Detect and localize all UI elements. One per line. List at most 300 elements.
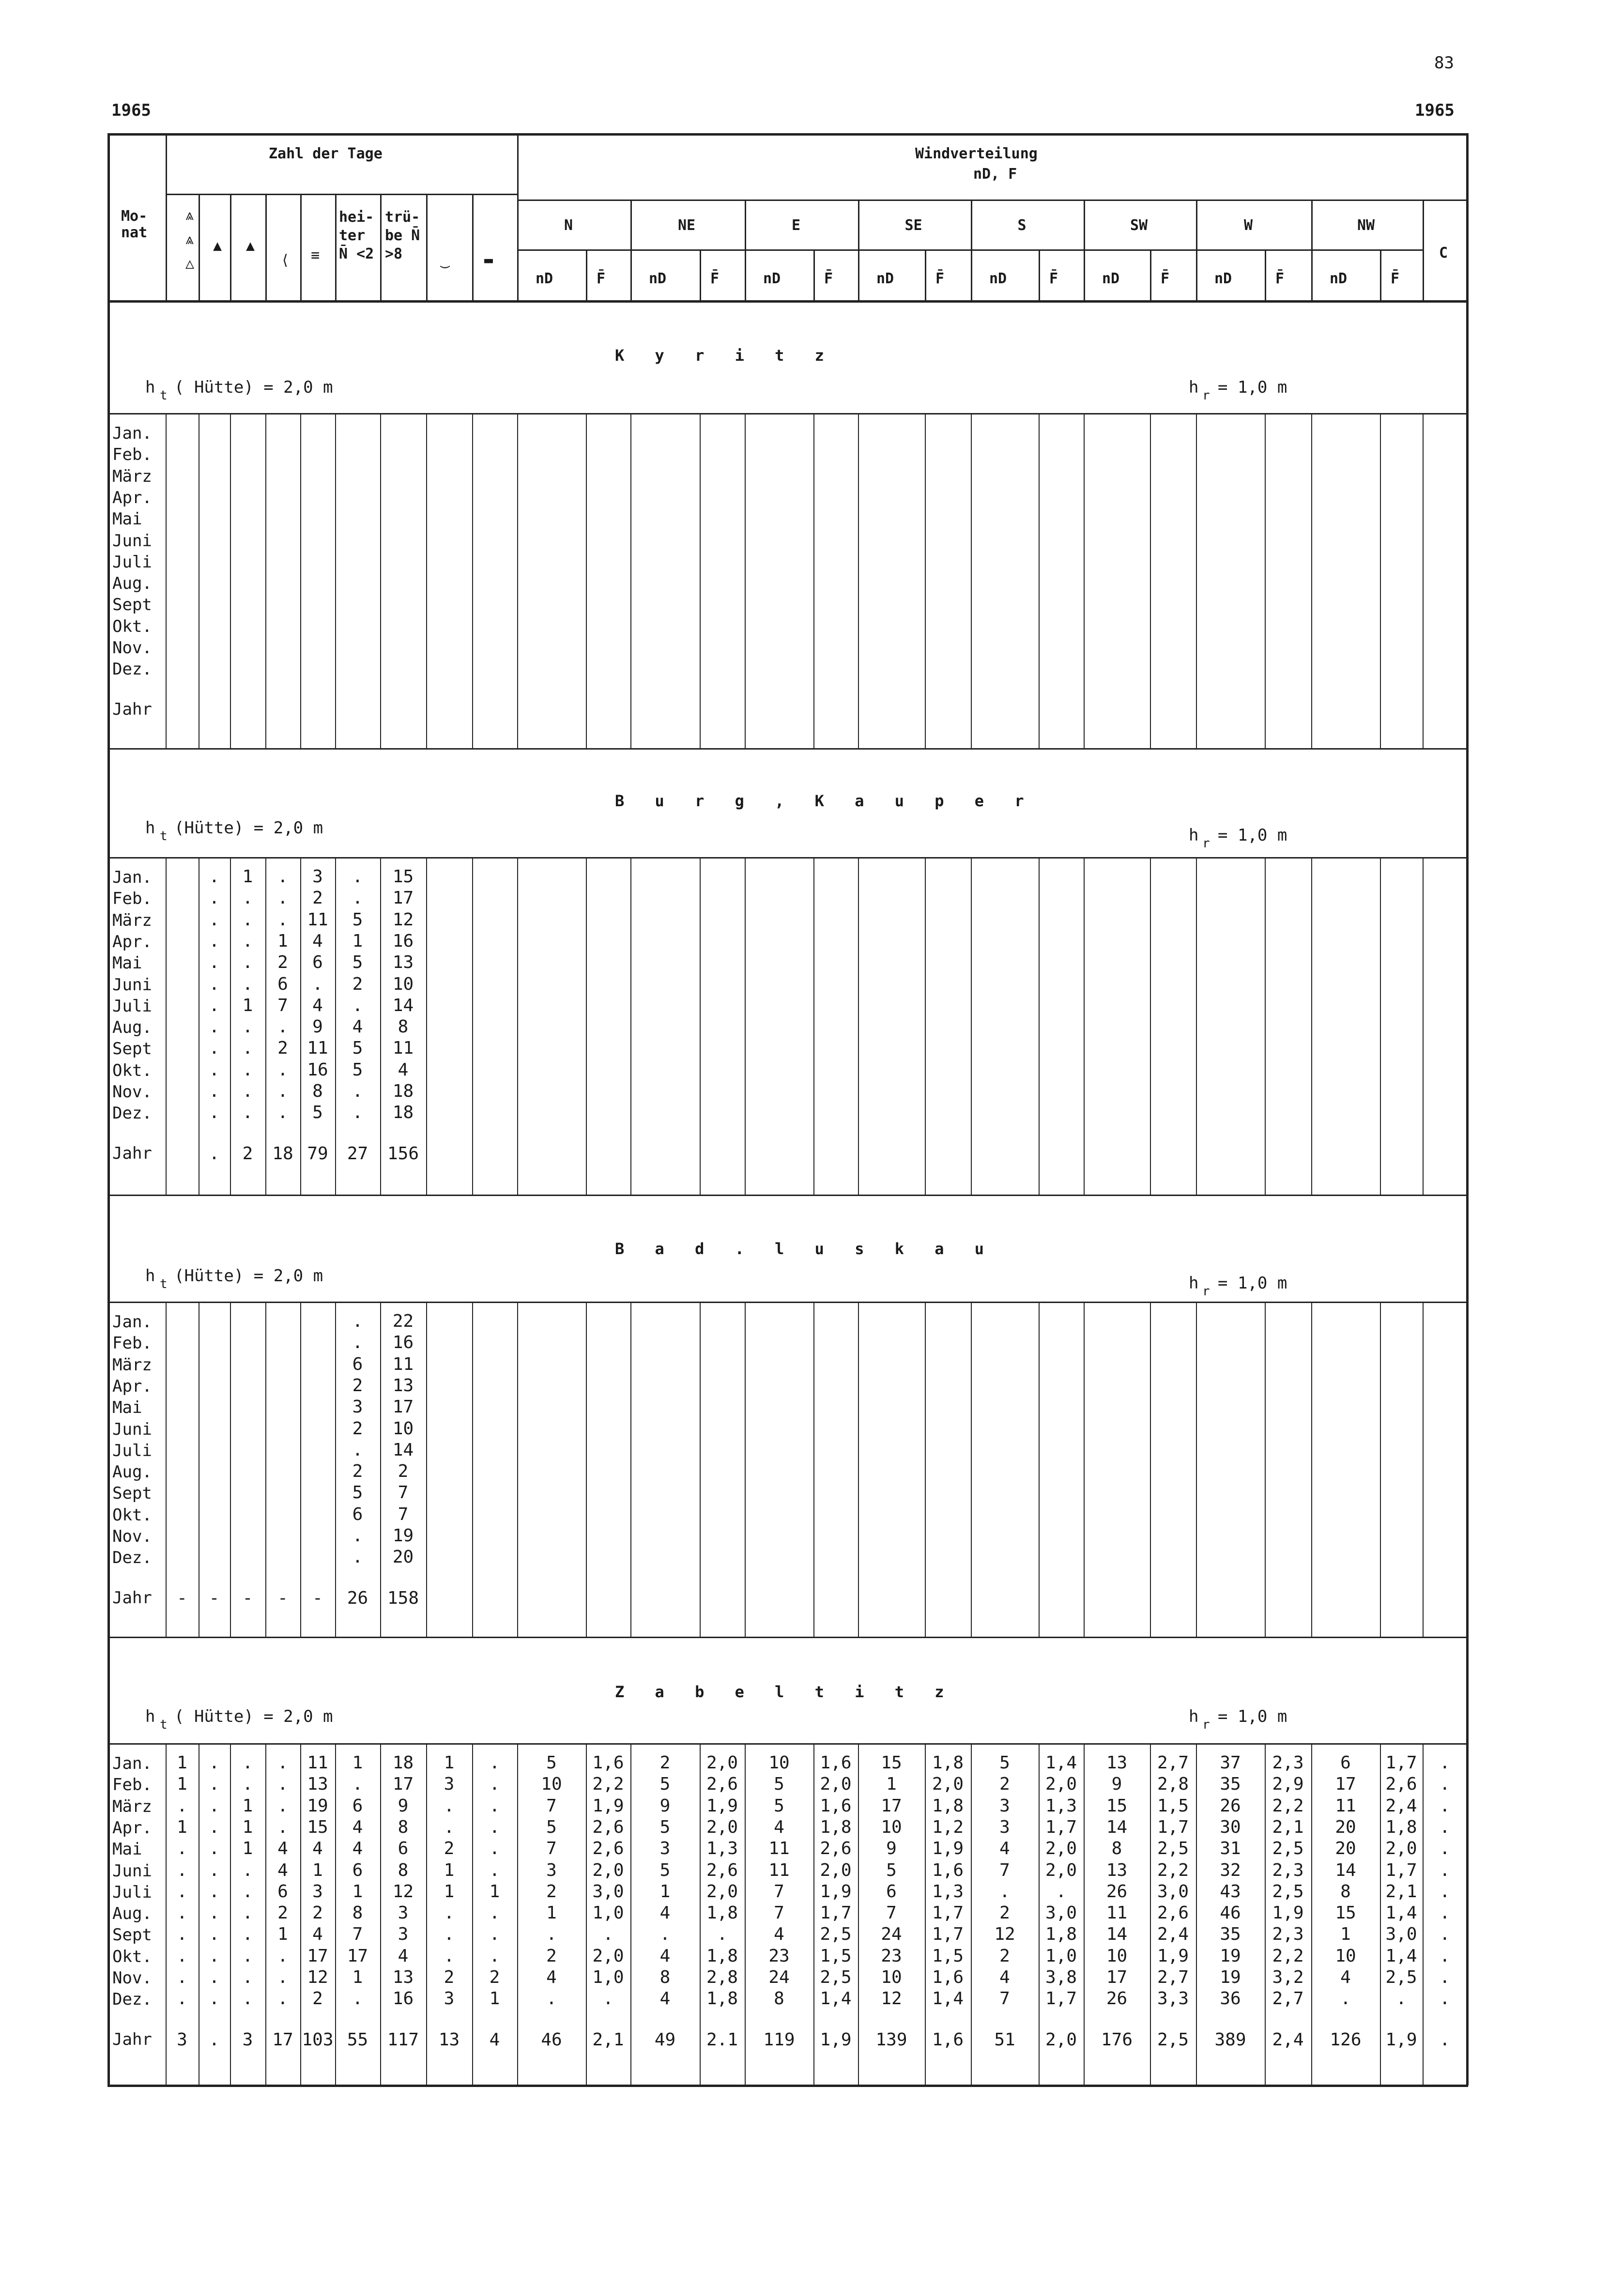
station-title: B a d . l u s k a u	[615, 1240, 995, 1258]
station-col-rule	[1265, 1302, 1266, 1637]
month-label: März	[112, 466, 152, 486]
table-cell: 19	[1220, 1967, 1241, 1987]
station-col-rule	[971, 1302, 972, 1637]
table-cell: 1,8	[932, 1795, 964, 1816]
station-col-rule	[472, 857, 473, 1195]
station-col-rule	[858, 413, 859, 748]
table-cell: 12	[392, 1881, 414, 1902]
table-cell: 8	[312, 1081, 323, 1101]
header-col-rule	[380, 194, 382, 300]
table-cell: 17	[392, 1397, 414, 1417]
table-cell: 2,1	[1385, 1881, 1417, 1902]
station-hr-label: = 1,0 m	[1218, 1274, 1287, 1293]
table-cell: .	[242, 974, 253, 994]
table-cell: 1	[444, 1860, 455, 1880]
header-col-rule	[230, 194, 231, 300]
station-col-rule	[1380, 1302, 1381, 1637]
table-cell: 1,5	[932, 1946, 964, 1966]
table-cell: 2	[277, 1038, 288, 1059]
table-cell: .	[489, 1860, 500, 1880]
table-cell: .	[242, 1881, 253, 1902]
month-label: Okt.	[112, 1505, 152, 1525]
table-cell: 4	[277, 1839, 288, 1859]
table-cell: 4	[1340, 1967, 1351, 1987]
table-cell: 2,7	[1157, 1753, 1189, 1773]
table-cell: .	[209, 1946, 220, 1966]
table-cell: 43	[1220, 1881, 1241, 1902]
table-cell: 26	[1106, 1989, 1128, 2009]
table-cell: 37	[1220, 1753, 1241, 1773]
table-cell: -	[312, 1588, 323, 1608]
table-cell: .	[209, 1860, 220, 1880]
table-cell: .	[242, 1753, 253, 1773]
month-label: Feb.	[112, 445, 152, 465]
table-cell: 1,6	[820, 1753, 852, 1773]
table-cell: .	[242, 1860, 253, 1880]
table-cell: 1,8	[706, 1989, 738, 2009]
table-cell: 4	[312, 1839, 323, 1859]
table-cell: 2,4	[1157, 1924, 1189, 1945]
station-col-rule	[517, 1302, 518, 1637]
table-cell: .	[489, 1946, 500, 1966]
table-cell: 2,0	[592, 1860, 624, 1880]
table-cell: 46	[541, 2029, 562, 2050]
station-ht-label: ( Hütte) = 2,0 m	[174, 1707, 333, 1726]
table-cell: 5	[546, 1753, 557, 1773]
table-cell: 5	[774, 1795, 784, 1816]
month-label: Mai	[112, 1398, 142, 1418]
table-cell: .	[352, 1440, 363, 1460]
month-label: Feb.	[112, 1775, 152, 1795]
direction-header-e: E	[792, 217, 801, 234]
table-cell: 11	[307, 1753, 328, 1773]
table-cell: .	[242, 1059, 253, 1080]
station-col-rule	[745, 413, 746, 748]
frost-symbol-header: ▬	[484, 252, 493, 269]
table-cell: 2,2	[1272, 1795, 1304, 1816]
station-col-rule	[925, 857, 926, 1195]
table-cell: 1,9	[1157, 1946, 1189, 1966]
year-label: Jahr	[112, 2029, 152, 2049]
table-cell: 18	[392, 1103, 414, 1123]
table-cell: 2	[999, 1903, 1010, 1923]
table-cell: .	[1440, 1753, 1450, 1773]
table-cell: 13	[438, 2029, 460, 2050]
table-cell: 49	[654, 2029, 676, 2050]
table-cell: 11	[307, 1038, 328, 1059]
table-cell: 1,8	[932, 1753, 964, 1773]
table-cell: 3,3	[1157, 1989, 1189, 2009]
table-cell: .	[209, 1881, 220, 1902]
table-cell: 1,8	[820, 1817, 852, 1837]
table-cell: 8	[398, 1860, 409, 1880]
table-cell: 11	[1106, 1903, 1128, 1923]
table-cell: 1,9	[820, 1881, 852, 1902]
table-cell: .	[177, 1795, 187, 1816]
month-label: Feb.	[112, 1334, 152, 1353]
table-cell: .	[209, 1059, 220, 1080]
table-cell: .	[277, 1817, 288, 1837]
table-cell: .	[1440, 1967, 1450, 1987]
month-label: Apr.	[112, 488, 152, 507]
table-cell: 2	[312, 888, 323, 908]
table-cell: -	[242, 1588, 253, 1608]
table-cell: .	[277, 1059, 288, 1080]
table-cell: 1,7	[1385, 1753, 1417, 1773]
table-cell: 1,6	[592, 1753, 624, 1773]
station-col-rule	[1039, 857, 1040, 1195]
table-cell: .	[209, 1038, 220, 1059]
table-cell: 10	[881, 1967, 902, 1987]
month-label: Mai	[112, 509, 142, 529]
station-col-rule	[1084, 413, 1085, 748]
table-cell: .	[242, 1967, 253, 1987]
table-cell: 2	[398, 1461, 409, 1482]
table-cell: 10	[1335, 1946, 1356, 1966]
table-cell: 1	[177, 1774, 187, 1795]
direction-group-rule	[1311, 199, 1313, 300]
station-col-rule	[300, 1302, 301, 1637]
table-cell: 15	[881, 1753, 902, 1773]
table-cell: 3,0	[1157, 1881, 1189, 1902]
header-zahl-left-rule	[166, 133, 167, 194]
table-cell: 4	[312, 995, 323, 1015]
station-ht-subscript: t	[160, 388, 168, 403]
direction-group-rule	[1423, 199, 1424, 300]
table-cell: 1	[489, 1881, 500, 1902]
direction-sub-rule	[1265, 249, 1266, 300]
station-col-rule	[630, 857, 631, 1195]
station-col-rule	[517, 857, 518, 1195]
month-label: Aug.	[112, 574, 152, 594]
table-cell: .	[444, 1817, 455, 1837]
direction-nd-header: nD	[989, 270, 1007, 287]
station-col-rule	[1311, 1302, 1312, 1637]
header-col-rule	[426, 194, 428, 300]
station-title: Z a b e l t i t z	[615, 1683, 955, 1701]
station-col-rule	[1196, 1302, 1197, 1637]
table-cell: 6	[352, 1860, 363, 1880]
table-cell: 35	[1220, 1774, 1241, 1795]
table-cell: .	[1440, 1946, 1450, 1966]
table-cell: 5	[312, 1103, 323, 1123]
station-hr-label: = 1,0 m	[1218, 378, 1287, 397]
table-cell: 5	[886, 1860, 897, 1880]
table-cell: .	[1056, 1881, 1067, 1902]
table-cell: 1,2	[932, 1817, 964, 1837]
table-cell: 2	[277, 952, 288, 973]
table-cell: .	[177, 1967, 187, 1987]
table-cell: 2	[312, 1903, 323, 1923]
table-cell: .	[352, 888, 363, 908]
table-cell: .	[277, 909, 288, 930]
table-cell: 4	[659, 1989, 671, 2009]
table-cell: .	[209, 867, 220, 887]
table-cell: .	[242, 952, 253, 973]
table-cell: 7	[546, 1839, 557, 1859]
table-cell: 2,1	[1272, 1817, 1304, 1837]
table-cell: 4	[999, 1839, 1010, 1859]
table-cell: 1,4	[1045, 1753, 1077, 1773]
table-cell: 1	[352, 1881, 363, 1902]
table-cell: .	[277, 1774, 288, 1795]
table-cell: 6	[312, 952, 323, 973]
station-col-rule	[813, 1302, 814, 1637]
direction-sub-rule	[1039, 249, 1040, 300]
table-cell: 1,6	[932, 1860, 964, 1880]
table-cell: 17	[347, 1946, 368, 1966]
year-label: Jahr	[112, 1588, 152, 1608]
month-label: Apr.	[112, 1376, 152, 1396]
table-cell: 1,0	[592, 1903, 624, 1923]
station-table-bottom-rule	[107, 1195, 1468, 1196]
table-cell: 1	[352, 1753, 363, 1773]
table-cell: 7	[999, 1989, 1010, 2009]
table-cell: 2,9	[1272, 1774, 1304, 1795]
table-cell: .	[177, 1860, 187, 1880]
table-cell: .	[209, 1903, 220, 1923]
direction-sub-rule	[1150, 249, 1151, 300]
station-hr-subscript: r	[1202, 1284, 1210, 1299]
table-cell: 4	[546, 1967, 557, 1987]
table-cell: 1	[277, 1924, 288, 1945]
table-cell: 10	[881, 1817, 902, 1837]
station-col-rule	[1084, 1302, 1085, 1637]
table-cell: 2,6	[706, 1860, 738, 1880]
station-col-rule	[586, 413, 587, 748]
table-cell: .	[444, 1795, 455, 1816]
table-cell: .	[177, 1903, 187, 1923]
table-cell: .	[1440, 1839, 1450, 1859]
direction-nd-header: nD	[649, 270, 667, 287]
month-label: Feb.	[112, 889, 152, 909]
dew-symbol-header: ‿	[441, 252, 450, 269]
table-cell: 79	[307, 1143, 328, 1164]
month-label: Mai	[112, 953, 142, 973]
station-table-top-rule	[107, 413, 1468, 414]
header-col-rule	[300, 194, 302, 300]
table-cell: 1,3	[706, 1839, 738, 1859]
station-hr-symbol: h	[1189, 1707, 1199, 1726]
direction-group-rule	[630, 199, 632, 300]
month-label: Dez.	[112, 1990, 152, 2010]
direction-sub-rule	[813, 249, 815, 300]
table-cell: .	[1440, 1774, 1450, 1795]
header-col-rule	[199, 194, 200, 300]
table-cell: .	[242, 909, 253, 930]
table-cell: 3	[312, 867, 323, 887]
direction-group-rule	[1084, 199, 1085, 300]
month-label: Nov.	[112, 1527, 152, 1546]
table-cell: 2	[444, 1967, 455, 1987]
table-cell: 2	[489, 1967, 500, 1987]
table-cell: 7	[398, 1483, 409, 1503]
table-cell: 15	[392, 867, 414, 887]
station-ht-label: ( Hütte) = 2,0 m	[174, 378, 333, 397]
table-cell: 139	[875, 2029, 907, 2050]
table-cell: 14	[1106, 1924, 1128, 1945]
table-cell: 2	[999, 1774, 1010, 1795]
table-cell: .	[277, 1081, 288, 1101]
table-cell: 5	[999, 1753, 1010, 1773]
table-cell: .	[489, 1774, 500, 1795]
fog-symbol-header: ≡	[311, 247, 320, 264]
table-cell: .	[242, 1038, 253, 1059]
table-cell: 3	[444, 1989, 455, 2009]
table-cell: 6	[277, 1881, 288, 1902]
station-hr-subscript: r	[1202, 1718, 1210, 1732]
table-cell: 1	[546, 1903, 557, 1923]
table-cell: 11	[1335, 1795, 1356, 1816]
table-cell: 30	[1220, 1817, 1241, 1837]
table-cell: .	[1440, 1924, 1450, 1945]
station-col-rule	[858, 1302, 859, 1637]
direction-header-sw: SW	[1130, 217, 1148, 234]
station-hr-symbol: h	[1189, 826, 1199, 845]
table-cell: 2,8	[1157, 1774, 1189, 1795]
calm-header: C	[1439, 245, 1448, 261]
header-col-rule	[265, 194, 267, 300]
table-cell: 2,5	[1157, 2029, 1189, 2050]
direction-header-ne: NE	[678, 217, 696, 234]
table-cell: 11	[307, 909, 328, 930]
station-col-rule	[1380, 413, 1381, 748]
table-cell: 15	[1106, 1795, 1128, 1816]
month-label: Okt.	[112, 1947, 152, 1966]
month-label: Sept	[112, 1484, 152, 1504]
direction-header-se: SE	[904, 217, 922, 234]
table-cell: 14	[392, 1440, 414, 1460]
station-col-rule	[745, 1302, 746, 1637]
table-cell: 7	[886, 1903, 897, 1923]
table-cell: .	[209, 1924, 220, 1945]
table-cell: 2,5	[1157, 1839, 1189, 1859]
station-col-rule	[858, 857, 859, 1195]
table-cell: .	[352, 1081, 363, 1101]
col-month-header: Mo- nat	[121, 208, 148, 241]
table-cell: 24	[881, 1924, 902, 1945]
month-label: Jan.	[112, 1312, 152, 1332]
table-cell: 8	[1340, 1881, 1351, 1902]
table-cell: 119	[763, 2029, 795, 2050]
station-table-bottom-rule	[107, 2085, 1468, 2086]
month-label: Dez.	[112, 1104, 152, 1123]
header-sub-rule	[517, 249, 1423, 251]
month-label: Nov.	[112, 1082, 152, 1102]
month-label: Aug.	[112, 1462, 152, 1482]
station-col-rule	[1423, 857, 1424, 1195]
station-col-rule	[265, 1302, 266, 1637]
table-cell: 12	[881, 1989, 902, 2009]
table-cell: .	[1440, 1795, 1450, 1816]
month-label: Jan.	[112, 1754, 152, 1773]
table-cell: 1,3	[932, 1881, 964, 1902]
table-cell: 2,7	[1272, 1989, 1304, 2009]
table-cell: .	[717, 1924, 728, 1945]
table-cell: 1	[352, 1967, 363, 1987]
table-cell: 2	[242, 1143, 253, 1164]
direction-f-header: F̄	[1391, 270, 1400, 287]
table-cell: 4	[398, 1059, 409, 1080]
month-label: Okt.	[112, 1060, 152, 1080]
table-cell: .	[1440, 1860, 1450, 1880]
table-cell: 17	[392, 888, 414, 908]
direction-sub-rule	[586, 249, 587, 300]
table-cell: 5	[659, 1860, 671, 1880]
table-cell: 20	[392, 1547, 414, 1567]
table-cell: .	[209, 1795, 220, 1816]
table-cell: 2	[546, 1946, 557, 1966]
month-label: Mai	[112, 1840, 142, 1859]
station-col-rule	[630, 1302, 631, 1637]
station-col-rule	[426, 857, 427, 1195]
month-label: Juni	[112, 975, 152, 995]
table-cell: 13	[307, 1774, 328, 1795]
month-label: Sept	[112, 595, 152, 615]
station-ht-subscript: t	[160, 829, 168, 844]
station-col-rule	[700, 857, 701, 1195]
month-label: Aug.	[112, 1018, 152, 1038]
table-cell: 1,9	[932, 1839, 964, 1859]
table-cell: .	[489, 1924, 500, 1945]
table-cell: 32	[1220, 1860, 1241, 1880]
direction-nd-header: nD	[1214, 270, 1232, 287]
table-cell: .	[277, 1967, 288, 1987]
table-cell: 20	[1335, 1839, 1356, 1859]
station-col-rule	[472, 1302, 473, 1637]
table-cell: .	[242, 1017, 253, 1037]
table-cell: 1,9	[1385, 2029, 1417, 2050]
table-cell: 9	[659, 1795, 671, 1816]
table-cell: 8	[659, 1967, 671, 1987]
table-cell: 1,7	[820, 1903, 852, 1923]
header-col-rule	[166, 194, 167, 300]
table-cell: 117	[387, 2029, 419, 2050]
table-cell: .	[546, 1924, 557, 1945]
month-label: März	[112, 910, 152, 930]
month-label: Nov.	[112, 638, 152, 658]
table-cell: 1,5	[820, 1946, 852, 1966]
table-cell: 13	[392, 1967, 414, 1987]
table-cell: -	[177, 1588, 187, 1608]
table-cell: 2	[999, 1946, 1010, 1966]
table-cell: 1,8	[1045, 1924, 1077, 1945]
table-cell: 3	[312, 1881, 323, 1902]
table-cell: 5	[352, 952, 363, 973]
table-cell: 19	[1220, 1946, 1241, 1966]
month-label: März	[112, 1796, 152, 1816]
table-cell: 2,0	[1045, 2029, 1077, 2050]
table-cell: 2,0	[1045, 1774, 1077, 1795]
station-ht-subscript: t	[160, 1718, 168, 1732]
table-cell: .	[1396, 1989, 1407, 2009]
table-cell: .	[352, 1103, 363, 1123]
header-col-rule	[335, 194, 337, 300]
table-cell: 158	[387, 1588, 419, 1608]
station-col-rule	[745, 857, 746, 1195]
table-cell: -	[209, 1588, 220, 1608]
table-cell: .	[177, 1946, 187, 1966]
table-cell: 36	[1220, 1989, 1241, 2009]
table-cell: 7	[774, 1881, 784, 1902]
direction-f-header: F̄	[935, 270, 945, 287]
station-col-rule	[472, 413, 473, 748]
table-cell: 13	[1106, 1753, 1128, 1773]
table-cell: 5	[352, 1059, 363, 1080]
table-cell: 2,6	[592, 1839, 624, 1859]
table-cell: 2,5	[1272, 1839, 1304, 1859]
station-col-rule	[700, 413, 701, 748]
